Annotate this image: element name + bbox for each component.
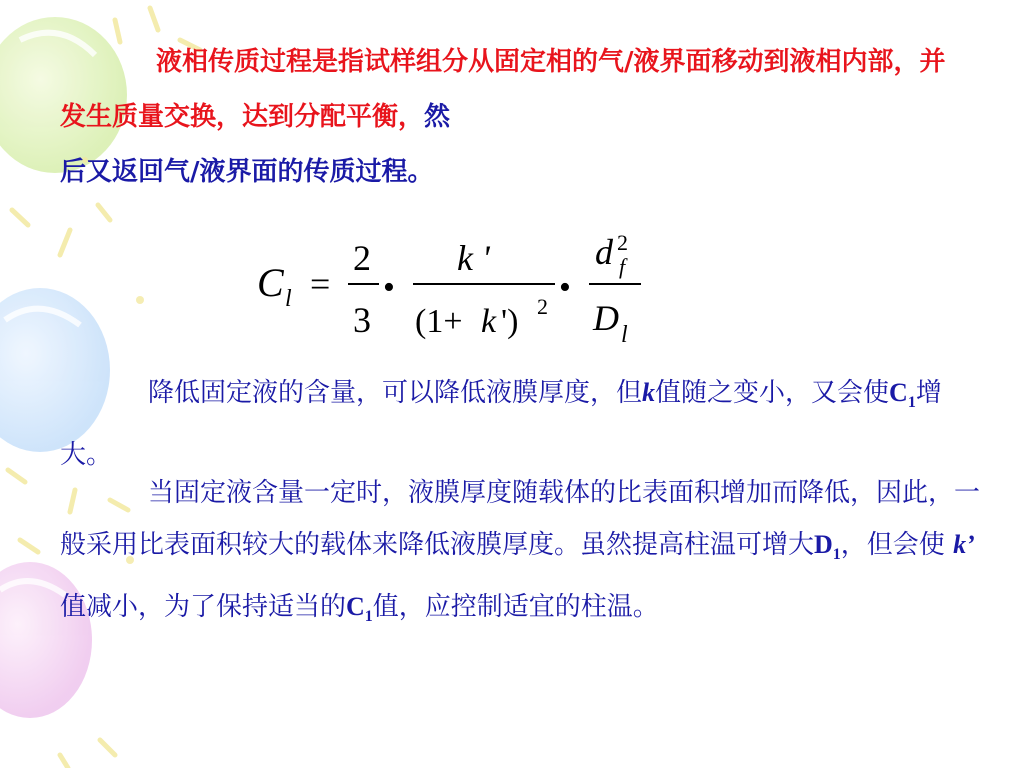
intro-paragraph <box>60 35 960 200</box>
fraction1-numerator: 2 <box>353 238 371 278</box>
formula-lhs-var: C <box>257 260 284 305</box>
formula-equals: = <box>310 264 331 304</box>
fraction3-num-var: d <box>595 232 613 272</box>
p3-k-symbol: k’ <box>953 530 975 559</box>
fraction3-den-sub: l <box>621 322 628 348</box>
paragraph-lower-content <box>60 367 980 481</box>
p2-text-2: 值随之变小，又会使 <box>655 378 890 408</box>
p3-text-4: 值，应控制适宜的柱温。 <box>372 592 659 623</box>
fraction3-den-var: D <box>593 298 619 338</box>
formula-lhs-sub: l <box>285 286 292 312</box>
fraction2-den-open: (1+ <box>415 303 463 340</box>
fraction2-den-exponent: 2 <box>537 294 548 319</box>
formula-dot-1: • <box>383 269 395 306</box>
p2-k-symbol: k <box>642 378 656 407</box>
intro-blue-text: 后又返回气/液界面的传质过程。 <box>60 157 434 187</box>
p2-text-1: 降低固定液的含量，可以降低液膜厚度，但 <box>148 378 643 408</box>
p2-text-3: 增大。 <box>60 378 942 471</box>
p3-text-2: ，但会使 <box>840 530 945 560</box>
fraction3-num-sup: 2 <box>617 230 628 255</box>
p3-c-subscript: 1 <box>364 608 373 626</box>
fraction2-numerator: k ' <box>457 238 490 278</box>
intro-red-text: 液相传质过程是指试样组分从固定相的气/液界面移动到液相内部，并发生质量交换，达到分配平衡， <box>60 47 946 132</box>
p3-c-symbol: C <box>346 592 365 622</box>
p3-d-subscript: 1 <box>832 546 841 564</box>
p2-c-subscript: 1 <box>907 394 916 412</box>
mass-transfer-formula <box>255 220 655 350</box>
intro-blue-bold-text: 然 <box>424 102 451 132</box>
p3-d-symbol: D <box>814 530 833 559</box>
p3-text-1: 当固定液含量一定时，液膜厚度随载体的比表面积增加而降低，因此，一般采用比表面积较大的载体来降低液膜厚度。虽然提高柱温可增大 <box>60 478 981 560</box>
fraction2-den-k: k <box>481 303 497 340</box>
fraction2-den-close: ') <box>501 303 519 340</box>
formula-dot-2: • <box>559 269 571 306</box>
p2-c-symbol: C <box>889 378 908 407</box>
paragraph-constant-content <box>60 467 980 643</box>
fraction3-num-sub: f <box>619 254 626 279</box>
p3-text-3: 值减小，为了保持适当的 <box>60 592 347 623</box>
fraction1-denominator: 3 <box>353 300 371 340</box>
